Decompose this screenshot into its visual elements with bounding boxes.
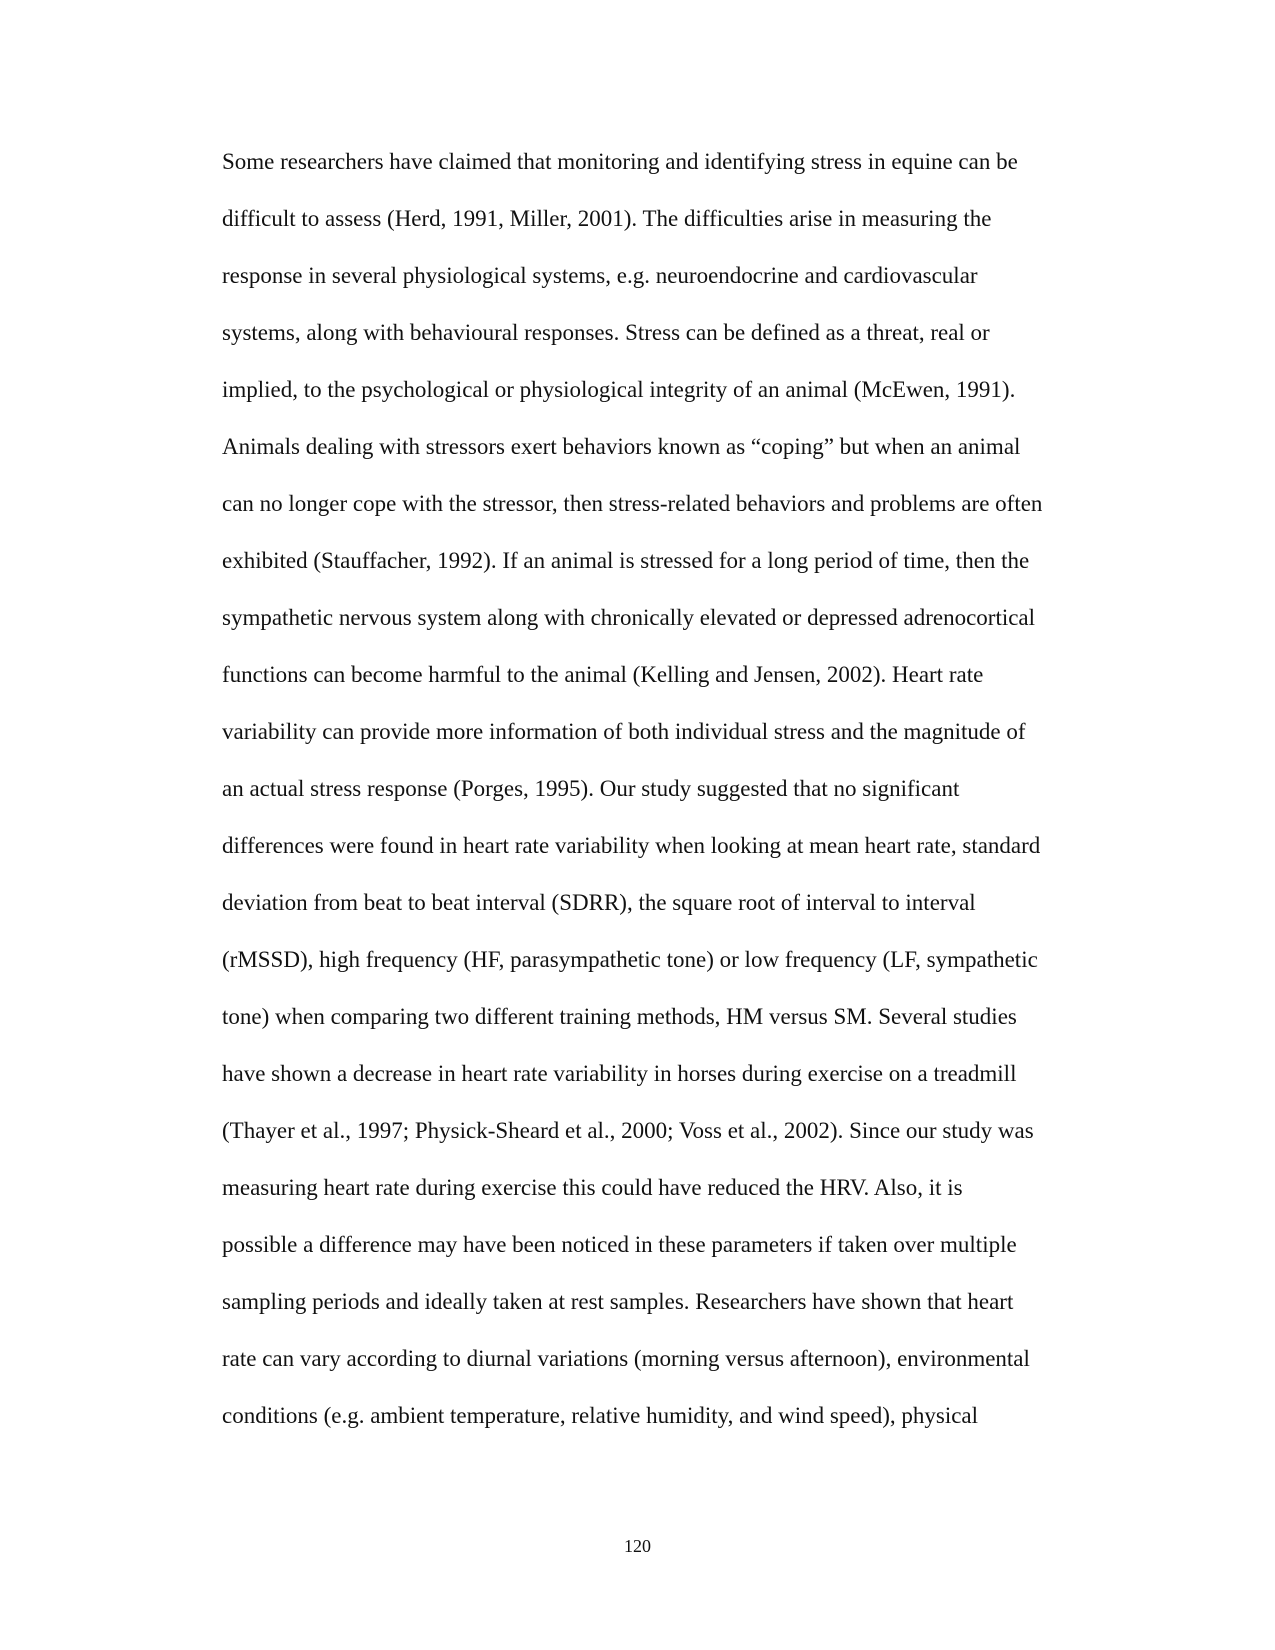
text-line: response in several physiological systems, e.g. neuroendocrine and cardiovascular — [222, 263, 978, 288]
text-line: rate can vary according to diurnal variations (morning versus afternoon), environmental — [222, 1346, 1030, 1371]
text-line: exhibited (Stauffacher, 1992). If an animal is stressed for a long period of time, then the — [222, 548, 1030, 573]
text-line: (rMSSD), high frequency (HF, parasympathetic tone) or low frequency (LF, sympathetic — [222, 947, 1038, 972]
text-line: conditions (e.g. ambient temperature, relative humidity, and wind speed), physical — [222, 1403, 979, 1428]
text-line: implied, to the psychological or physiological integrity of an animal (McEwen, 1991). — [222, 377, 1016, 402]
text-line: Some researchers have claimed that monitoring and identifying stress in equine can be — [222, 149, 1018, 174]
text-line: have shown a decrease in heart rate variability in horses during exercise on a treadmill — [222, 1061, 1017, 1086]
text-line: tone) when comparing two different training methods, HM versus SM. Several studies — [222, 1004, 1017, 1029]
text-line: differences were found in heart rate variability when looking at mean heart rate, standard — [222, 833, 1041, 858]
page-number: 120 — [624, 1536, 651, 1556]
text-line: can no longer cope with the stressor, then stress-related behaviors and problems are often — [222, 491, 1043, 516]
text-line: sympathetic nervous system along with chronically elevated or depressed adrenocortical — [222, 605, 1036, 630]
body-paragraph — [222, 140, 1122, 1451]
text-line: (Thayer et al., 1997; Physick-Sheard et al., 2000; Voss et al., 2002). Since our study was — [222, 1118, 1034, 1143]
text-line: variability can provide more information of both individual stress and the magnitude of — [222, 719, 1026, 744]
text-line: an actual stress response (Porges, 1995). Our study suggested that no significant — [222, 776, 960, 801]
text-line: measuring heart rate during exercise this could have reduced the HRV. Also, it is — [222, 1175, 963, 1200]
text-line: deviation from beat to beat interval (SDRR), the square root of interval to interval — [222, 890, 976, 915]
text-line: sampling periods and ideally taken at rest samples. Researchers have shown that heart — [222, 1289, 1014, 1314]
text-line: Animals dealing with stressors exert behaviors known as “coping” but when an animal — [222, 434, 1021, 459]
text-line: difficult to assess (Herd, 1991, Miller, 2001). The difficulties arise in measuring the — [222, 206, 992, 231]
text-line: systems, along with behavioural responses. Stress can be defined as a threat, real or — [222, 320, 990, 345]
text-line: possible a difference may have been noticed in these parameters if taken over multiple — [222, 1232, 1017, 1257]
text-line: functions can become harmful to the animal (Kelling and Jensen, 2002). Heart rate — [222, 662, 984, 687]
